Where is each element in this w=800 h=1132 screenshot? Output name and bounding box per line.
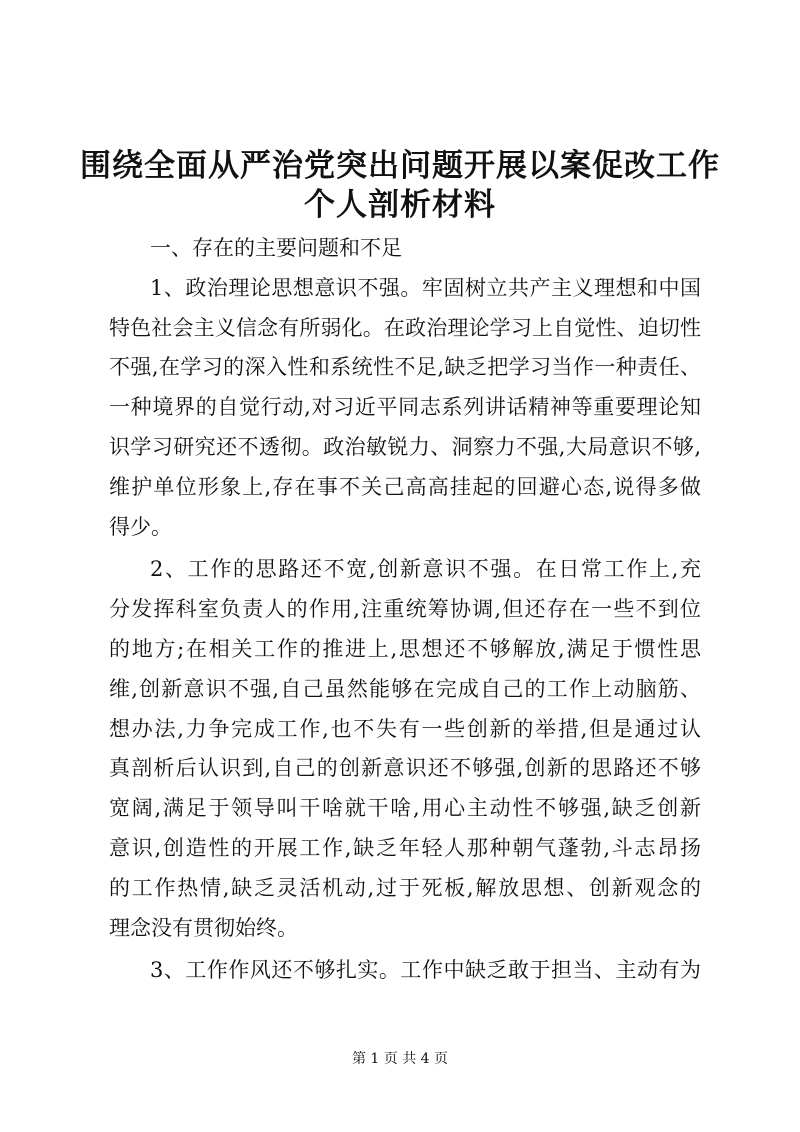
- paragraph-line: 的工作热情,缺乏灵活机动,过于死板,解放思想、创新观念的: [109, 876, 701, 900]
- paragraph-line: 维护单位形象上,存在事不关己高高挂起的回避心态,说得多做: [109, 475, 701, 499]
- paragraph-line: 宽阔,满足于领导叫干啥就干啥,用心主动性不够强,缺乏创新: [109, 796, 701, 820]
- paragraph-line: 维,创新意识不强,自己虽然能够在完成自己的工作上动脑筋、: [109, 677, 701, 701]
- paragraph-line: 分发挥科室负责人的作用,注重统筹协调,但还存在一些不到位: [109, 597, 701, 621]
- paragraph-line: 不强,在学习的深入性和系统性不足,缺乏把学习当作一种责任、: [109, 355, 701, 379]
- document-subtitle: 个人剖析材料: [304, 187, 496, 223]
- paragraph-line: 意识,创造性的开展工作,缺乏年轻人那种朝气蓬勃,斗志昂扬: [109, 836, 701, 860]
- paragraph-line: 特色社会主义信念有所弱化。在政治理论学习上自觉性、迫切性: [109, 316, 701, 340]
- paragraph-line: 一种境界的自觉行动,对习近平同志系列讲话精神等重要理论知: [109, 395, 701, 419]
- paragraph-line: 的地方;在相关工作的推进上,思想还不够解放,满足于惯性思: [109, 637, 701, 661]
- page-number: 第 1 页 共 4 页: [351, 1051, 449, 1067]
- section-heading: 一、存在的主要问题和不足: [150, 236, 402, 260]
- paragraph-line: 识学习研究还不透彻。政治敏锐力、洞察力不强,大局意识不够,: [109, 435, 701, 459]
- paragraph-line: 想办法,力争完成工作,也不失有一些创新的举措,但是通过认: [109, 717, 701, 741]
- document-title: 围绕全面从严治党突出问题开展以案促改工作: [80, 148, 720, 184]
- paragraph-line: 得少。: [109, 515, 172, 539]
- paragraph-line: 理念没有贯彻始终。: [109, 916, 298, 940]
- paragraph-line: 真剖析后认识到,自己的创新意识还不够强,创新的思路还不够: [109, 756, 701, 780]
- paragraph-line: 1、政治理论思想意识不强。牢固树立共产主义理想和中国: [150, 276, 701, 300]
- paragraph-line: 2、工作的思路还不宽,创新意识不强。在日常工作上,充: [150, 557, 701, 581]
- paragraph-line: 3、工作作风还不够扎实。工作中缺乏敢于担当、主动有为: [150, 958, 701, 982]
